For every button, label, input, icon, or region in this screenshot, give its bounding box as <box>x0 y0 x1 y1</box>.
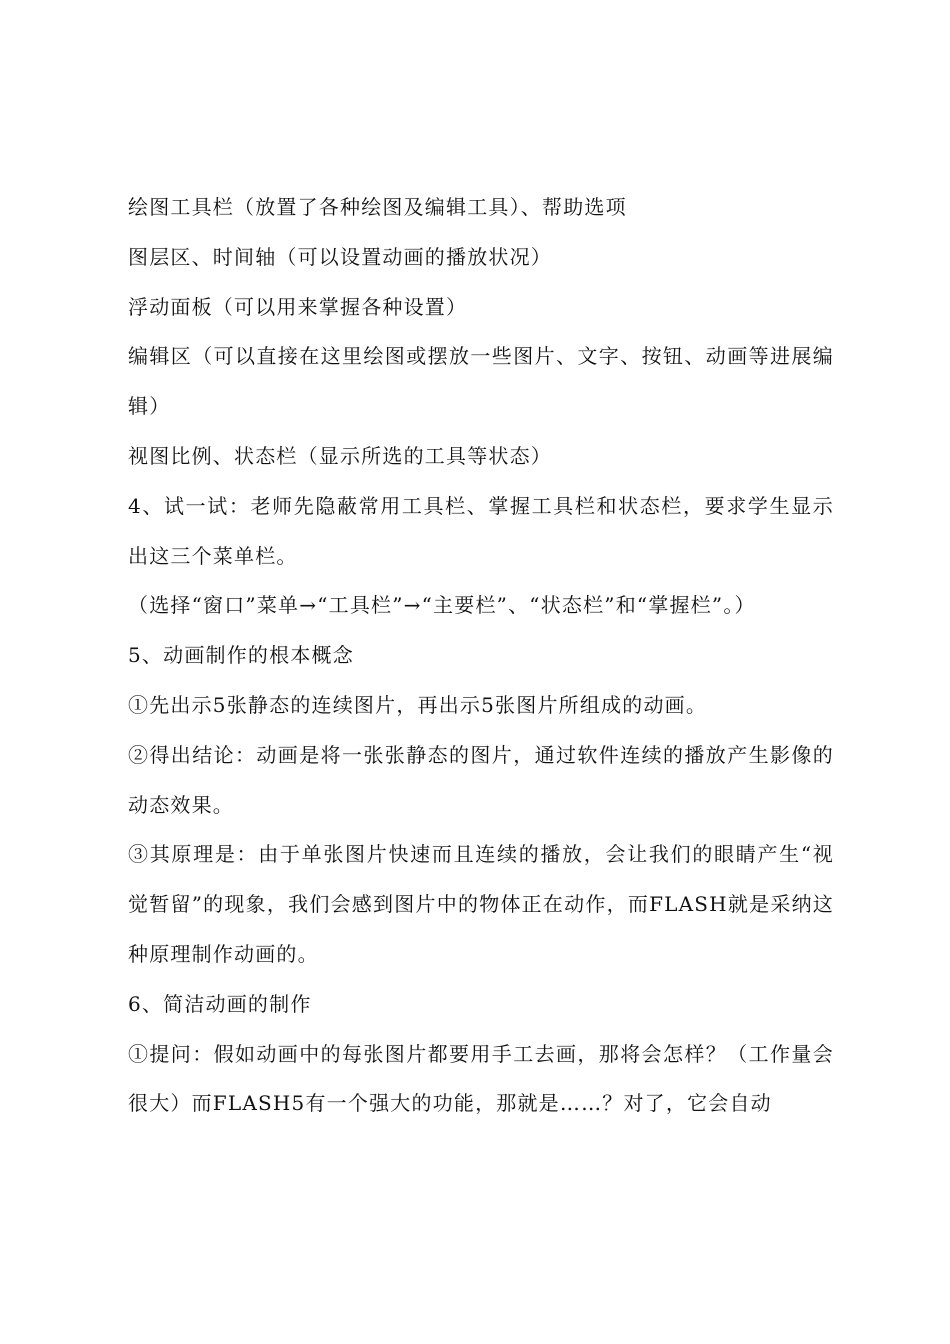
paragraph-concept-1: ①先出示5张静态的连续图片，再出示5张图片所组成的动画。 <box>128 692 708 717</box>
paragraph-concept-2: ②得出结论：动画是将一张张静态的图片，通过软件连续的播放产生影像的动态效果。 <box>128 742 834 817</box>
paragraph-floating-panel: 浮动面板（可以用来掌握各种设置） <box>128 294 468 319</box>
paragraph-concept-3: ③其原理是：由于单张图片快速而且连续的播放，会让我们的眼睛产生“视觉暂留”的现象，我们会感到图片中的物体正在动作，而FLASH就是采纳这种原理制作动画的。 <box>128 842 834 966</box>
paragraph-edit-area: 编辑区（可以直接在这里绘图或摆放一些图片、文字、按钮、动画等进展编辑） <box>128 344 834 419</box>
paragraph-view-status: 视图比例、状态栏（显示所选的工具等状态） <box>128 443 552 468</box>
paragraph-layer-timeline: 图层区、时间轴（可以设置动画的播放状况） <box>128 244 552 269</box>
heading-animation-concept: 5、动画制作的根本概念 <box>128 643 354 668</box>
paragraph-menu-path: （选择“窗口”菜单→“工具栏”→“主要栏”、“状态栏”和“掌握栏”。） <box>128 593 756 618</box>
paragraph-try-it: 4、试一试：老师先隐蔽常用工具栏、掌握工具栏和状态栏，要求学生显示出这三个菜单栏。 <box>128 493 834 568</box>
paragraph-drawing-toolbar: 绘图工具栏（放置了各种绘图及编辑工具）、帮助选项 <box>128 195 627 219</box>
paragraph-question: ①提问：假如动画中的每张图片都要用手工去画，那将会怎样？（工作量会很大）而FLASH5有一个强大的功能，那就是……？对了，它会自动 <box>128 1041 834 1116</box>
heading-simple-animation: 6、简洁动画的制作 <box>128 991 312 1016</box>
document-body <box>128 183 834 1129</box>
